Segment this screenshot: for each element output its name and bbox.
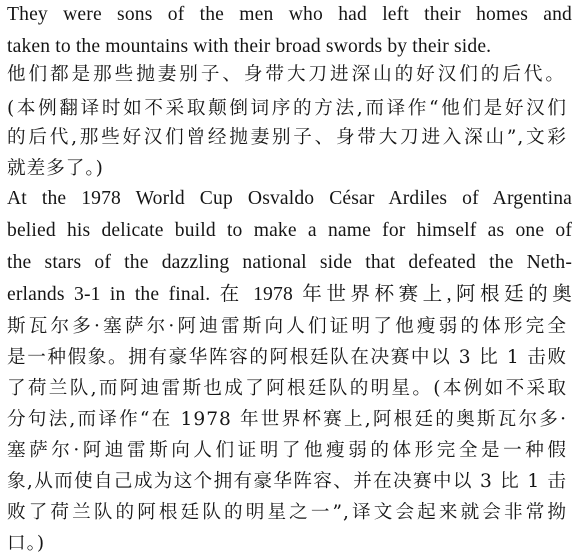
- text-line-3: 他们都是那些抛妻别子、身带大刀进深山的好汉们的后代。: [7, 64, 565, 85]
- text-line-2: taken to the mountains with their broad swords by their side.: [7, 36, 492, 57]
- text-line-16: 象,从而使自己成为这个拥有豪华阵容、并在决赛中以 3 比 1 击: [7, 471, 567, 492]
- text-line-12: 是一种假象。拥有豪华阵容的阿根廷队在决赛中以 3 比 1 击败: [7, 347, 567, 368]
- text-line-6: 就差多了。): [7, 158, 104, 179]
- text-line-17: 败了荷兰队的阿根廷队的明星之一”,译文会起来就会非常拗: [7, 502, 567, 523]
- text-line-18: 口。): [7, 533, 46, 554]
- text-line-10: erlands 3-1 in the final. 在 1978 年世界杯赛上,阿根廷的奥: [7, 284, 572, 305]
- text-line-15: 塞萨尔·阿迪雷斯向人们证明了他瘦弱的体形完全是一种假: [7, 440, 567, 461]
- text-line-9: the stars of the dazzling national side that defeated the Neth-: [7, 252, 572, 273]
- text-line-4: (本例翻译时如不采取颠倒词序的方法,而译作“他们是好汉们: [7, 98, 567, 119]
- text-line-14: 分句法,而译作“在 1978 年世界杯赛上,阿根廷的奥斯瓦尔多·: [7, 409, 567, 430]
- text-line-11: 斯瓦尔多·塞萨尔·阿迪雷斯向人们证明了他瘦弱的体形完全: [7, 316, 567, 337]
- text-line-7: At the 1978 World Cup Osvaldo César Ardiles of Argentina: [7, 188, 572, 209]
- text-line-13: 了荷兰队,而阿迪雷斯也成了阿根廷队的明星。(本例如不采取: [7, 378, 567, 399]
- text-line-5: 的后代,那些好汉们曾经抛妻别子、身带大刀进入深山”,文彩: [7, 127, 567, 148]
- text-line-1: They were sons of the men who had left their homes and: [7, 4, 572, 25]
- text-line-8: belied his delicate build to make a name for himself as one of: [7, 220, 572, 241]
